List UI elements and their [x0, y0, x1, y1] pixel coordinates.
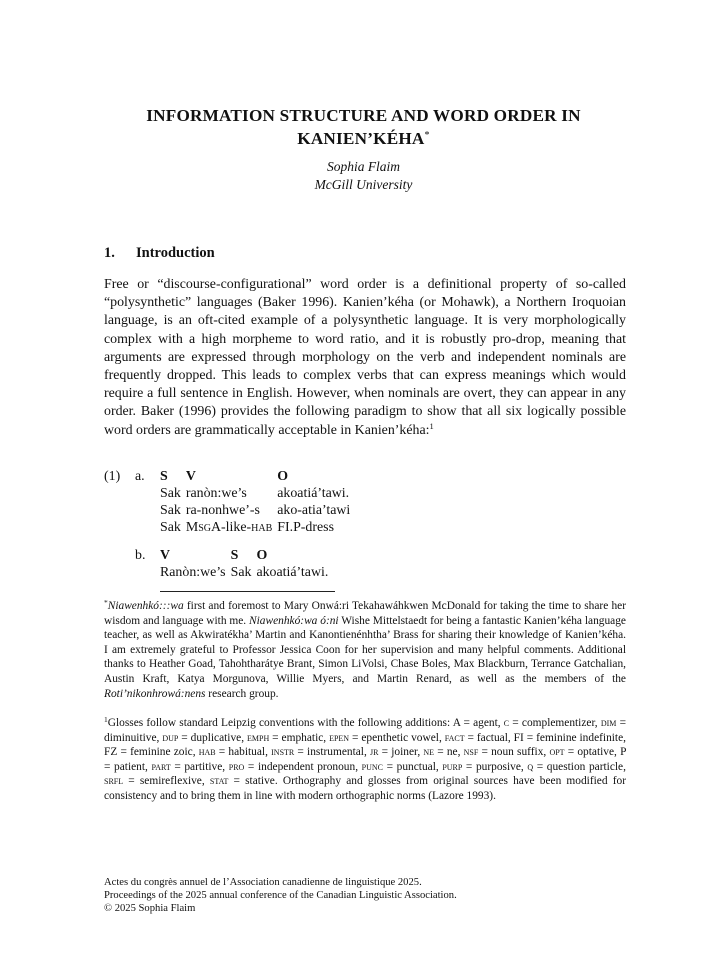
- section-heading: [104, 245, 215, 262]
- title-line-2-text: KANIEN’KÉHA: [297, 129, 425, 148]
- gloss-agent: A: [210, 520, 222, 535]
- footnote-group-name: Roti’nikonhrowá:nens: [104, 687, 206, 700]
- word-cell: Sak: [160, 486, 181, 501]
- morpheme-cell: Sak: [160, 503, 181, 518]
- example-1a-gloss-row: [160, 519, 355, 536]
- page-footer: [104, 877, 457, 915]
- word-cell: akoatiá’tawi.: [277, 486, 350, 501]
- example-1a-table: [160, 468, 355, 536]
- footnote-star-text-3: research group.: [205, 687, 279, 700]
- footnote-star: [104, 599, 626, 701]
- title-line-2: [100, 126, 627, 149]
- abbreviation-meaning: = question particle,: [533, 760, 626, 773]
- morpheme-cell: ako-atia’tawi: [277, 503, 351, 518]
- label-cell: O: [256, 548, 268, 563]
- abbreviation-term: FZ: [104, 746, 118, 759]
- abbreviation-item: [514, 732, 626, 744]
- abbreviation-meaning: = instrumental,: [294, 746, 370, 759]
- abbreviation-item: [199, 746, 271, 758]
- abbreviation-item: [445, 732, 514, 744]
- abbreviation-term: P: [620, 746, 626, 759]
- footnote-1-marker: 1: [104, 715, 108, 724]
- abbreviation-item: [504, 717, 601, 729]
- example-1a-words-row: [160, 485, 355, 502]
- abbreviation-item: [104, 746, 199, 758]
- abbreviation-term: pro: [228, 760, 245, 773]
- abbreviation-item: [229, 761, 362, 773]
- abbreviation-term: ne: [423, 746, 435, 759]
- label-cell: S: [230, 548, 239, 563]
- abbreviation-meaning: = diminuitive,: [104, 717, 626, 744]
- abbreviation-item: [423, 746, 463, 758]
- abbreviation-term: FI: [513, 731, 524, 744]
- abbreviation-item: [329, 732, 445, 744]
- abbreviation-meaning: = agent,: [460, 717, 504, 729]
- abbreviation-term: c: [503, 717, 510, 729]
- label-cell: O: [277, 469, 289, 484]
- abbreviation-meaning: = stative.: [228, 775, 278, 788]
- footnote-thanks-phrase-1: Niawenhkó:::wa: [107, 600, 184, 612]
- abbreviation-term: hab: [198, 746, 216, 759]
- word-cell: akoatiá’tawi.: [256, 565, 329, 580]
- abbreviation-item: [210, 775, 278, 787]
- abbreviation-meaning: = independent pronoun,: [244, 760, 362, 773]
- abbreviation-item: [271, 746, 370, 758]
- abbreviation-meaning: = optative,: [564, 746, 621, 759]
- gloss-cell: [186, 519, 277, 536]
- footnote-1-intro: Glosses follow standard Leipzig conventions with the following additions:: [107, 717, 453, 729]
- abbreviation-term: stat: [209, 775, 229, 788]
- example-number: (1): [104, 469, 121, 484]
- abbreviation-meaning: = feminine indefinite,: [523, 731, 627, 744]
- gloss-cell: FI.P-dress: [277, 520, 334, 535]
- section-title: Introduction: [136, 245, 215, 261]
- abbreviation-item: [370, 746, 423, 758]
- title-footnote-marker[interactable]: *: [424, 130, 430, 141]
- abbreviation-term: srfl: [104, 775, 124, 788]
- abbreviation-meaning: = emphatic,: [269, 731, 330, 744]
- abbreviation-term: part: [151, 760, 171, 773]
- abbreviation-item: [162, 732, 247, 744]
- footnote-divider: [160, 591, 335, 592]
- abbreviation-meaning: = duplicative,: [178, 731, 248, 744]
- gloss-suffix: hab: [251, 520, 273, 535]
- footnote-star-text-1: first and foremost to Mary Onwá:ri Tekahawáhkwen McDonald for taking the time to share her wisdom and language with me.: [104, 600, 626, 627]
- example-1a-labels-row: [160, 468, 355, 485]
- footnote-thanks-phrase-2: Niawenhkó:wa ó:ni: [249, 614, 339, 627]
- footer-copyright: © 2025 Sophia Flaim: [104, 902, 196, 914]
- abbreviation-term: dim: [600, 717, 617, 729]
- footnote-star-text-2: Wishe Mittelstaedt for being a fantastic Kanien’kéha language teacher, as well as Akwiratékha’ Martin and Kanontienénhtha’ Brass for sharing their knowledge of Kanien’kéha. I am extremely grateful to Professor Jessica Coon for her supervision and many helpful comments. Additional thanks to Heather Goad, Tahohtharátye Brant, Simon LiVolsi, Chase Boles, Max Blackburn, Terrance Gatchalian, Austin Kraft, Katya Morgunova, Willie Myers, and Martin Renard, as well as the members of the: [104, 614, 626, 685]
- abbreviation-item: [464, 746, 550, 758]
- abbreviation-term: A: [452, 717, 461, 729]
- title-line-1: INFORMATION STRUCTURE AND WORD ORDER IN: [146, 106, 581, 125]
- abbreviation-term: opt: [549, 746, 565, 759]
- example-1b-words-row: [160, 564, 333, 581]
- gloss-root: -like-: [221, 520, 252, 535]
- abbreviation-meaning: = semireflexive,: [123, 775, 210, 788]
- abbreviation-term: fact: [444, 731, 465, 744]
- example-1b-table: [160, 547, 333, 581]
- label-cell: S: [160, 469, 168, 484]
- abbreviation-meaning: = partitive,: [170, 760, 229, 773]
- abbreviation-meaning: = factual,: [464, 731, 514, 744]
- abbreviation-item: [247, 732, 329, 744]
- abbreviation-item: [151, 761, 228, 773]
- abbreviation-meaning: = joiner,: [378, 746, 424, 759]
- footer-line-english: Proceedings of the 2025 annual conference of the Canadian Linguistic Association.: [104, 889, 457, 901]
- section-number: 1.: [104, 245, 115, 261]
- abbreviation-meaning: = noun suffix,: [478, 746, 550, 759]
- abbreviation-item: [549, 746, 620, 758]
- label-cell: V: [160, 548, 171, 563]
- abbreviation-meaning: = purposive,: [462, 760, 528, 773]
- footer-line-french: Actes du congrès annuel de l’Association canadienne de linguistique 2025.: [104, 877, 422, 888]
- morpheme-cell: ra-nonhwe’-s: [185, 503, 260, 518]
- abbreviation-item: [453, 717, 504, 729]
- abbreviation-meaning: = punctual,: [383, 760, 443, 773]
- word-cell: ranòn:we’s: [185, 486, 247, 501]
- abbreviation-meaning: = feminine zoic,: [117, 746, 199, 759]
- abbreviation-term: nsf: [463, 746, 479, 759]
- abbreviation-item: [442, 761, 527, 773]
- abbreviation-term: jr: [370, 746, 379, 759]
- abbreviation-meaning: = ne,: [434, 746, 464, 759]
- intro-paragraph-text: Free or “discourse-configurational” word order is a definitional property of so-called “polysynthetic” languages (Baker 1996). Kanien’kéha (or Mohawk), a Northern Iroquoian language, is an oft-cited example of a polysynthetic language. It is very morphologically complex with a high morpheme to word ratio, and it is robustly pro-drop, meaning that arguments are expressed through morphology on the verb and independent nominals are frequently dropped. This leads to complex verbs that can express meanings which would require a full sentence in English. However, when nominals are overt, they can appear in any order. Baker (1996) provides the following paradigm to show that all six logically possible word orders are grammatically acceptable in Kanien’kéha:: [104, 277, 626, 438]
- abbreviation-term: dup: [162, 731, 179, 744]
- example-1a-letter: a.: [135, 469, 145, 484]
- intro-paragraph: [104, 276, 626, 440]
- gloss-prefix: Msg: [185, 520, 211, 535]
- abbreviation-term: punc: [361, 760, 383, 773]
- abbreviation-meaning: = epenthetic vowel,: [349, 731, 445, 744]
- word-cell: Sak: [230, 565, 252, 580]
- abbreviation-meaning: = complementizer,: [509, 717, 601, 729]
- author-name: Sophia Flaim: [326, 159, 401, 174]
- gloss-cell: Sak: [160, 520, 181, 535]
- footnote-ref-1[interactable]: 1: [429, 420, 434, 431]
- abbreviation-item: [362, 761, 443, 773]
- abbreviation-item: [527, 761, 626, 773]
- footnote-1-outro: Orthography and glosses from original sources have been modified for consistency and to bring them in line with modern orthographic norms (Lazore 1993).: [104, 775, 626, 802]
- abbreviation-term: epen: [329, 731, 350, 744]
- abbreviation-item: [104, 775, 210, 787]
- abbreviation-term: purp: [442, 760, 463, 773]
- word-cell: Ranòn:we’s: [160, 565, 226, 580]
- footnote-star-marker: *: [104, 598, 108, 607]
- abbreviation-meaning: = habitual,: [215, 746, 272, 759]
- abbreviation-term: q: [527, 760, 534, 773]
- example-1a-morphemes-row: [160, 502, 355, 519]
- footnote-1: [104, 716, 626, 804]
- example-1b-labels-row: [160, 547, 333, 564]
- label-cell: V: [185, 469, 196, 484]
- abbreviation-term: instr: [271, 746, 295, 759]
- paper-title: [100, 106, 627, 149]
- abbreviation-term: emph: [247, 731, 270, 744]
- example-1b-letter: b.: [135, 548, 146, 563]
- abbreviation-meaning: = patient,: [104, 760, 152, 773]
- author-block: [100, 158, 627, 194]
- author-affiliation: McGill University: [314, 177, 413, 192]
